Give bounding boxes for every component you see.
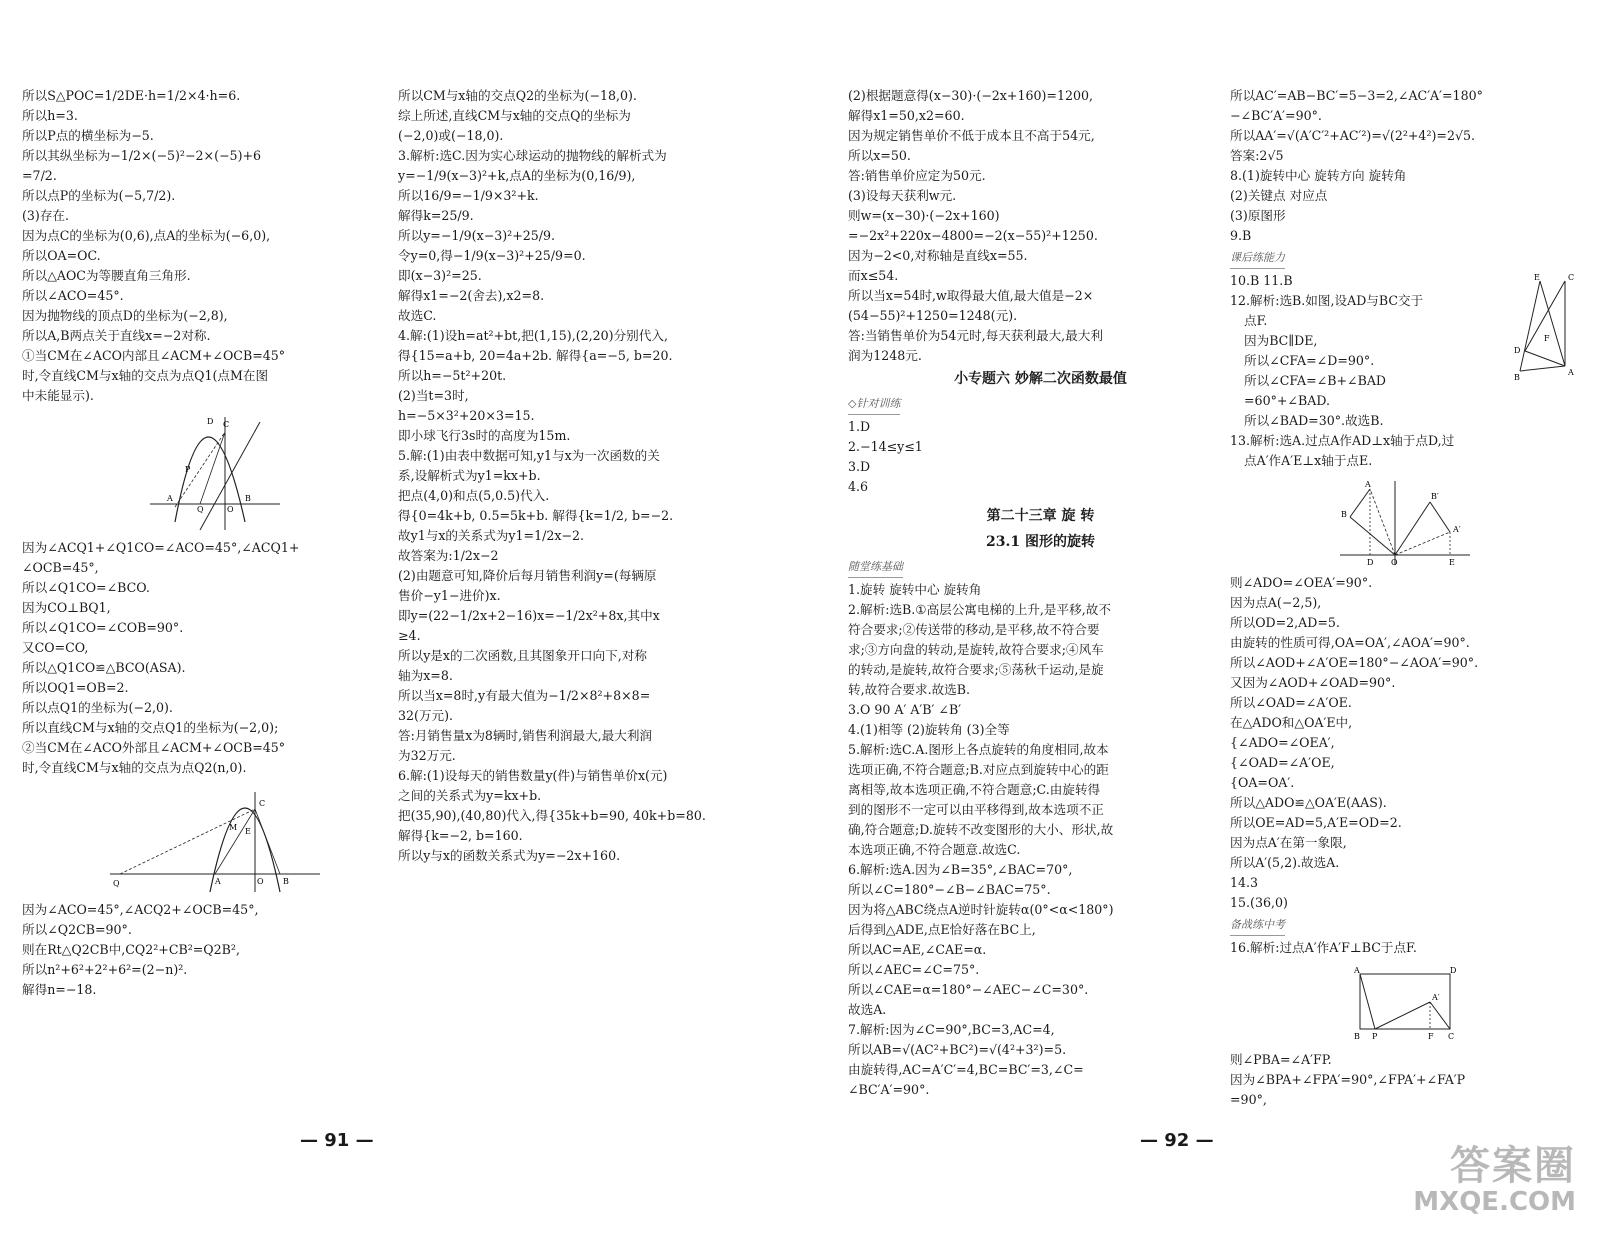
text-line: 所以CM与x轴的交点Q2的坐标为(−18,0). <box>398 88 637 103</box>
text-line: =60°+∠BAD. <box>1244 393 1330 408</box>
text-line: 因为点C的坐标为(0,6),点A的坐标为(−6,0), <box>22 228 271 243</box>
column-1 <box>22 86 407 1000</box>
text-line: 因为∠ACQ1+∠Q1CO=∠ACO=45°,∠ACQ1+ <box>22 540 300 555</box>
text-line: 因为∠BPA+∠FPA′=90°,∠FPA′+∠FA′P <box>1230 1072 1466 1087</box>
svg-text:A: A <box>166 494 173 503</box>
text-line: 所以∠AEC=∠C=75°. <box>848 962 980 977</box>
text-line: =−2x²+220x−4800=−2(x−55)²+1250. <box>848 228 1098 243</box>
text-block-c3b <box>848 417 1233 497</box>
section-label-practice: ◇针对训练 <box>848 394 900 415</box>
page-number-right: — 92 — <box>1140 1130 1214 1151</box>
text-line: 求;③方向盘的转动,是旋转,故符合要求;④风车 <box>848 642 1104 657</box>
text-line: 10.B 11.B <box>1230 273 1293 288</box>
svg-text:B: B <box>244 494 251 503</box>
topic-title: 小专题六 妙解二次函数最值 <box>954 371 1127 387</box>
text-line: 所以∠ACO=45°. <box>22 288 124 303</box>
text-line: 所以△AOC为等腰直角三角形. <box>22 268 191 283</box>
text-line: {∠ADO=∠OEA′, <box>1230 735 1335 750</box>
figure-rectangle-q16 <box>1350 964 1460 1044</box>
text-line: 所以当x=54时,w取得最大值,最大值是−2× <box>848 288 1094 303</box>
text-line: 所以∠CFA=∠B+∠BAD <box>1244 373 1387 388</box>
text-line: 所以A′(5,2).故选A. <box>1230 855 1340 870</box>
text-line: 因为规定销售单价不低于成本且不高于54元, <box>848 128 1095 143</box>
watermark-main: 答案圈 <box>1450 1143 1576 1189</box>
text-line: =7/2. <box>22 168 57 183</box>
text-line: 7.解析:因为∠C=90°,BC=3,AC=4, <box>848 1022 1055 1037</box>
text-line: 中未能显示). <box>22 388 94 403</box>
section-label-exam: 备战练中考 <box>1230 915 1285 936</box>
text-line: h=−5×3²+20×3=15. <box>398 408 535 423</box>
text-line: 则w=(x−30)·(−2x+160) <box>848 208 1000 223</box>
text-block-c4d <box>1230 938 1580 958</box>
text-line: 6.解析:选A.因为∠B=35°,∠BAC=70°, <box>848 862 1073 877</box>
text-line: y=−1/9(x−3)²+k,点A的坐标为(0,16/9), <box>398 168 636 183</box>
text-line: 之间的关系式为y=kx+b. <box>398 788 542 803</box>
text-line: (3)设每天获利w元. <box>848 188 957 203</box>
text-line: 所以16/9=−1/9×3²+k. <box>398 188 539 203</box>
text-line: 转,故符合要求.故选B. <box>848 682 971 697</box>
text-line: 13.解析:选A.过点A作AD⊥x轴于点D,过 <box>1230 433 1455 448</box>
text-line: 的转动,是旋转,故符合要求;⑤荡秋千运动,是旋 <box>848 662 1104 677</box>
text-line: 解得x1=−2(舍去),x2=8. <box>398 288 545 303</box>
text-line: 综上所述,直线CM与x轴的交点Q的坐标为 <box>398 108 631 123</box>
text-line: (2)当t=3时, <box>398 388 469 403</box>
text-line: {OA=OA′. <box>1230 775 1295 790</box>
text-line: 润为1248元. <box>848 348 922 363</box>
text-line: 3.D <box>848 459 871 474</box>
column-3 <box>848 86 1233 1100</box>
text-line: 所以∠CFA=∠D=90°. <box>1244 353 1375 368</box>
text-line: 所以y是x的二次函数,且其图象开口向下,对称 <box>398 648 647 663</box>
text-line: ∠BC′A′=90°. <box>848 1082 930 1097</box>
text-line: 点A′作A′E⊥x轴于点E. <box>1244 453 1373 468</box>
text-line: 所以h=−5t²+20t. <box>398 368 507 383</box>
text-line: 所以∠Q1CO=∠BCO. <box>22 580 150 595</box>
svg-text:B: B <box>282 877 289 886</box>
svg-text:C: C <box>1568 273 1575 282</box>
svg-text:C: C <box>258 799 265 808</box>
text-line: 所以∠Q1CO=∠COB=90°. <box>22 620 184 635</box>
svg-text:A: A <box>1365 480 1371 489</box>
text-line: 3.O 90 A′ A′B′ ∠B′ <box>848 702 962 717</box>
svg-text:P: P <box>184 465 190 474</box>
text-line: 所以n²+6²+2²+6²=(2−n)². <box>22 962 188 977</box>
text-line: 离相等,故本选项正确,不符合题意;C.由旋转得 <box>848 782 1101 797</box>
figure-rotation-q13 <box>1335 477 1475 567</box>
text-line: 5.解析:选C.A.图形上各点旋转的角度相同,故本 <box>848 742 1109 757</box>
svg-text:D: D <box>206 417 213 426</box>
svg-text:Q: Q <box>196 505 204 514</box>
svg-text:A′: A′ <box>1453 525 1461 534</box>
text-line: 把(35,90),(40,80)代入,得{35k+b=90, 40k+b=80. <box>398 808 706 823</box>
text-line: 2.−14≤y≤1 <box>848 439 923 454</box>
text-line: 9.B <box>1230 228 1252 243</box>
page-number-left: — 91 — <box>300 1130 374 1151</box>
svg-text:P: P <box>1372 1032 1378 1041</box>
text-line: 6.解:(1)设每天的销售数量y(件)与销售单价x(元) <box>398 768 668 783</box>
text-line: 令y=0,得−1/9(x−3)²+25/9=0. <box>398 248 586 263</box>
text-line: 所以∠CAE=α=180°−∠AEC−∠C=30°. <box>848 982 1089 997</box>
column-4 <box>1230 86 1580 1110</box>
text-line: 所以△Q1CO≌△BCO(ASA). <box>22 660 186 675</box>
text-block-c2 <box>398 86 783 866</box>
text-line: 16.解析:过点A′作A′F⊥BC于点F. <box>1230 940 1417 955</box>
text-line: (54−55)²+1250=1248(元). <box>848 308 1018 323</box>
svg-text:C: C <box>222 420 229 429</box>
text-line: 因为点A(−2,5), <box>1230 595 1322 610</box>
text-line: 即小球飞行3s时的高度为15m. <box>398 428 571 443</box>
text-line: 所以∠AOD+∠A′OE=180°−∠AOA′=90°. <box>1230 655 1479 670</box>
text-line: ∠OCB=45°, <box>22 560 99 575</box>
text-line: 因为−2<0,对称轴是直线x=55. <box>848 248 1028 263</box>
text-line: 因为BC∥DE, <box>1244 333 1318 348</box>
svg-text:A′: A′ <box>1432 993 1440 1002</box>
svg-text:B: B <box>1514 373 1520 381</box>
text-line: 而x≤54. <box>848 268 899 283</box>
text-line: 得{0=4k+b, 0.5=5k+b. 解得{k=1/2, b=−2. <box>398 508 674 523</box>
svg-text:A: A <box>1354 966 1360 975</box>
text-line: 所以x=50. <box>848 148 911 163</box>
text-line: 32(万元). <box>398 708 454 723</box>
text-line: 4.解:(1)设h=at²+bt,把(1,15),(2,20)分别代入, <box>398 328 668 343</box>
text-line: 时,令直线CM与x轴的交点为点Q1(点M在图 <box>22 368 269 383</box>
svg-text:C: C <box>1448 1032 1455 1041</box>
text-line: 系,设解析式为y1=kx+b. <box>398 468 541 483</box>
text-line: 所以AC′=AB−BC′=5−3=2,∠AC′A′=180° <box>1230 88 1483 103</box>
text-line: 确,符合题意;D.旋转不改变图形的大小、形状,故 <box>848 822 1114 837</box>
text-line: 得{15=a+b, 20=4a+2b. 解得{a=−5, b=20. <box>398 348 673 363</box>
text-line: 所以OE=AD=5,A′E=OD=2. <box>1230 815 1402 830</box>
text-line: 1.D <box>848 419 871 434</box>
section-label-basic: 随堂练基础 <box>848 557 903 578</box>
text-line: 把点(4,0)和点(5,0.5)代入. <box>398 488 550 503</box>
text-line: 故y1与x的关系式为y1=1/2x−2. <box>398 528 585 543</box>
chapter-title: 第二十三章 旋 转 <box>986 508 1095 524</box>
text-line: ②当CM在∠ACO外部且∠ACM+∠OCB=45° <box>22 740 286 755</box>
text-line: 2.解析:选B.①高层公寓电梯的上升,是平移,故不 <box>848 602 1111 617</box>
text-line: (3)存在. <box>22 208 70 223</box>
figure-parabola-q1 <box>145 412 285 532</box>
text-line: 在△ADO和△OA′E中, <box>1230 715 1353 730</box>
text-line: 所以y与x的函数关系式为y=−2x+160. <box>398 848 621 863</box>
text-line: 本选项正确,不符合题意.故选C. <box>848 842 1021 857</box>
text-line: 所以点Q1的坐标为(−2,0). <box>22 700 173 715</box>
column-2 <box>398 86 783 866</box>
text-line: 解得x1=50,x2=60. <box>848 108 965 123</box>
svg-text:B: B <box>1341 510 1347 519</box>
text-line: (−2,0)或(−18,0). <box>398 128 504 143</box>
text-block-c4a <box>1230 86 1580 246</box>
svg-text:E: E <box>244 827 251 836</box>
text-line: (2)根据题意得(x−30)·(−2x+160)=1200, <box>848 88 1094 103</box>
text-line: 到的图形不一定可以由平移得到,故本选项不正 <box>848 802 1104 817</box>
text-line: (2)关键点 对应点 <box>1230 188 1328 203</box>
text-block-c1b <box>22 538 407 778</box>
text-line: 5.解:(1)由表中数据可知,y1与x为一次函数的关 <box>398 448 660 463</box>
text-line: ①当CM在∠ACO内部且∠ACM+∠OCB=45° <box>22 348 286 363</box>
text-line: 答案:2√5 <box>1230 148 1284 163</box>
svg-text:A: A <box>214 877 221 886</box>
svg-text:B′: B′ <box>1431 492 1439 501</box>
text-line: =90°, <box>1230 1092 1267 1107</box>
text-line: 点F. <box>1244 313 1268 328</box>
text-line: 所以AB=√(AC²+BC²)=√(4²+3²)=5. <box>848 1042 1067 1057</box>
text-line: 所以y=−1/9(x−3)²+25/9. <box>398 228 556 243</box>
text-line: 又因为∠AOD+∠OAD=90°. <box>1230 675 1396 690</box>
text-line: (2)由题意可知,降价后每月销售利润y=(每辆原 <box>398 568 657 583</box>
text-line: 所以P点的横坐标为−5. <box>22 128 154 143</box>
rotation-q13-svg <box>1335 477 1475 567</box>
text-line: 3.解析:选C.因为实心球运动的抛物线的解析式为 <box>398 148 667 163</box>
text-line: 所以∠OAD=∠A′OE. <box>1230 695 1352 710</box>
text-line: 解得{k=−2, b=160. <box>398 828 523 843</box>
text-line: 又CO=CO, <box>22 640 89 655</box>
text-line: 所以△ADO≌△OA′E(AAS). <box>1230 795 1387 810</box>
text-line: 售价−y1−进价)x. <box>398 588 501 603</box>
text-line: 由旋转的性质可得,OA=OA′,∠AOA′=90°. <box>1230 635 1470 650</box>
text-line: −∠BC′A′=90°. <box>1230 108 1322 123</box>
text-block-c1c <box>22 900 407 1000</box>
text-line: 所以h=3. <box>22 108 78 123</box>
svg-text:D: D <box>1367 558 1374 567</box>
text-line: 所以∠C=180°−∠B−∠BAC=75°. <box>848 882 1051 897</box>
text-line: 1.旋转 旋转中心 旋转角 <box>848 582 982 597</box>
svg-text:O: O <box>226 505 234 514</box>
text-line: 则∠ADO=∠OEA′=90°. <box>1230 575 1373 590</box>
svg-text:O: O <box>1391 558 1398 567</box>
text-line: 答:月销售量x为8辆时,销售利润最大,最大利润 <box>398 728 653 743</box>
text-line: 因为∠ACO=45°,∠ACQ2+∠OCB=45°, <box>22 902 259 917</box>
text-line: 4.6 <box>848 479 869 494</box>
text-line: 因为CO⊥BQ1, <box>22 600 111 615</box>
text-line: (3)原图形 <box>1230 208 1286 223</box>
text-block-c4e <box>1230 1050 1580 1110</box>
text-block-c1a <box>22 86 407 406</box>
text-line: 由旋转得,AC=A′C′=4,BC=BC′=3,∠C= <box>848 1062 1084 1077</box>
text-line: 解得k=25/9. <box>398 208 474 223</box>
text-line: 所以AA′=√(A′C′²+AC′²)=√(2²+4²)=2√5. <box>1230 128 1476 143</box>
svg-text:A: A <box>1568 368 1574 377</box>
section-label-after: 课后练能力 <box>1230 248 1285 269</box>
text-line: 轴为x=8. <box>398 668 453 683</box>
text-line: 因为点A′在第一象限, <box>1230 835 1347 850</box>
text-line: 后得到△ADE,点E恰好落在BC上, <box>848 922 1036 937</box>
text-line: 所以OQ1=OB=2. <box>22 680 129 695</box>
text-line: 所以S△POC=1/2DE·h=1/2×4·h=6. <box>22 88 241 103</box>
text-line: {∠OAD=∠A′OE, <box>1230 755 1335 770</box>
text-line: 所以OD=2,AD=5. <box>1230 615 1340 630</box>
text-line: 4.(1)相等 (2)旋转角 (3)全等 <box>848 722 1010 737</box>
text-line: 因为将△ABC绕点A逆时针旋转α(0°<α<180°) <box>848 902 1114 917</box>
svg-text:E: E <box>1534 273 1540 282</box>
svg-text:Q: Q <box>112 879 120 888</box>
text-line: 即(x−3)²=25. <box>398 268 482 283</box>
svg-text:D: D <box>1514 346 1521 355</box>
svg-text:F: F <box>1428 1032 1434 1041</box>
watermark-sub: MXQE.COM <box>1413 1187 1576 1217</box>
svg-text:M: M <box>228 823 237 832</box>
svg-text:B: B <box>1354 1032 1360 1041</box>
text-line: 答:当销售单价为54元时,每天获利最大,最大利 <box>848 328 1103 343</box>
text-line: 故选A. <box>848 1002 887 1017</box>
text-line: 答:销售单价应定为50元. <box>848 168 986 183</box>
text-block-c3c <box>848 580 1233 1100</box>
text-line: 则∠PBA=∠A′FP. <box>1230 1052 1332 1067</box>
text-line: 12.解析:选B.如图,设AD与BC交于 <box>1230 293 1424 308</box>
text-line: 故选C. <box>398 308 437 323</box>
text-line: 所以AC=AE,∠CAE=α. <box>848 942 987 957</box>
section-title: 23.1 图形的旋转 <box>986 534 1095 550</box>
text-line: 所以直线CM与x轴的交点Q1的坐标为(−2,0); <box>22 720 279 735</box>
text-line: 故答案为:1/2x−2 <box>398 548 499 563</box>
text-line: 所以OA=OC. <box>22 248 101 263</box>
figure-triangles-q12 <box>1510 271 1580 381</box>
svg-text:O: O <box>256 877 264 886</box>
watermark-logo <box>1413 1144 1576 1216</box>
text-block-c4c <box>1230 573 1580 913</box>
text-block-c3a <box>848 86 1233 366</box>
text-line: 所以当x=8时,y有最大值为−1/2×8²+8×8= <box>398 688 651 703</box>
text-line: 所以∠BAD=30°.故选B. <box>1244 413 1384 428</box>
text-line: 解得n=−18. <box>22 982 97 997</box>
text-line: 15.(36,0) <box>1230 895 1288 910</box>
rectangle-q16-svg <box>1350 964 1460 1044</box>
text-line: ≥4. <box>398 628 421 643</box>
text-line: 所以A,B两点关于直线x=−2对称. <box>22 328 211 343</box>
svg-text:F: F <box>1544 334 1550 343</box>
parabola-q2-svg <box>105 784 325 894</box>
text-line: 时,令直线CM与x轴的交点为点Q2(n,0). <box>22 760 247 775</box>
text-line: 则在Rt△Q2CB中,CQ2²+CB²=Q2B², <box>22 942 240 957</box>
parabola-q1-svg <box>145 412 285 532</box>
text-line: 所以其纵坐标为−1/2×(−5)²−2×(−5)+6 <box>22 148 262 163</box>
text-line: 符合要求;②传送带的移动,是平移,故不符合要 <box>848 622 1100 637</box>
text-line: 所以点P的坐标为(−5,7/2). <box>22 188 176 203</box>
text-line: 14.3 <box>1230 875 1259 890</box>
text-line: 8.(1)旋转中心 旋转方向 旋转角 <box>1230 168 1407 183</box>
text-line: 选项正确,不符合题意;B.对应点到旋转中心的距 <box>848 762 1109 777</box>
svg-text:E: E <box>1449 558 1455 567</box>
svg-text:D: D <box>1450 966 1457 975</box>
text-line: 所以∠Q2CB=90°. <box>22 922 132 937</box>
text-line: 即y=(22−1/2x+2−16)x=−1/2x²+8x,其中x <box>398 608 660 623</box>
text-line: 因为抛物线的顶点D的坐标为(−2,8), <box>22 308 228 323</box>
figure-parabola-q2 <box>105 784 325 894</box>
text-line: 为32万元. <box>398 748 456 763</box>
